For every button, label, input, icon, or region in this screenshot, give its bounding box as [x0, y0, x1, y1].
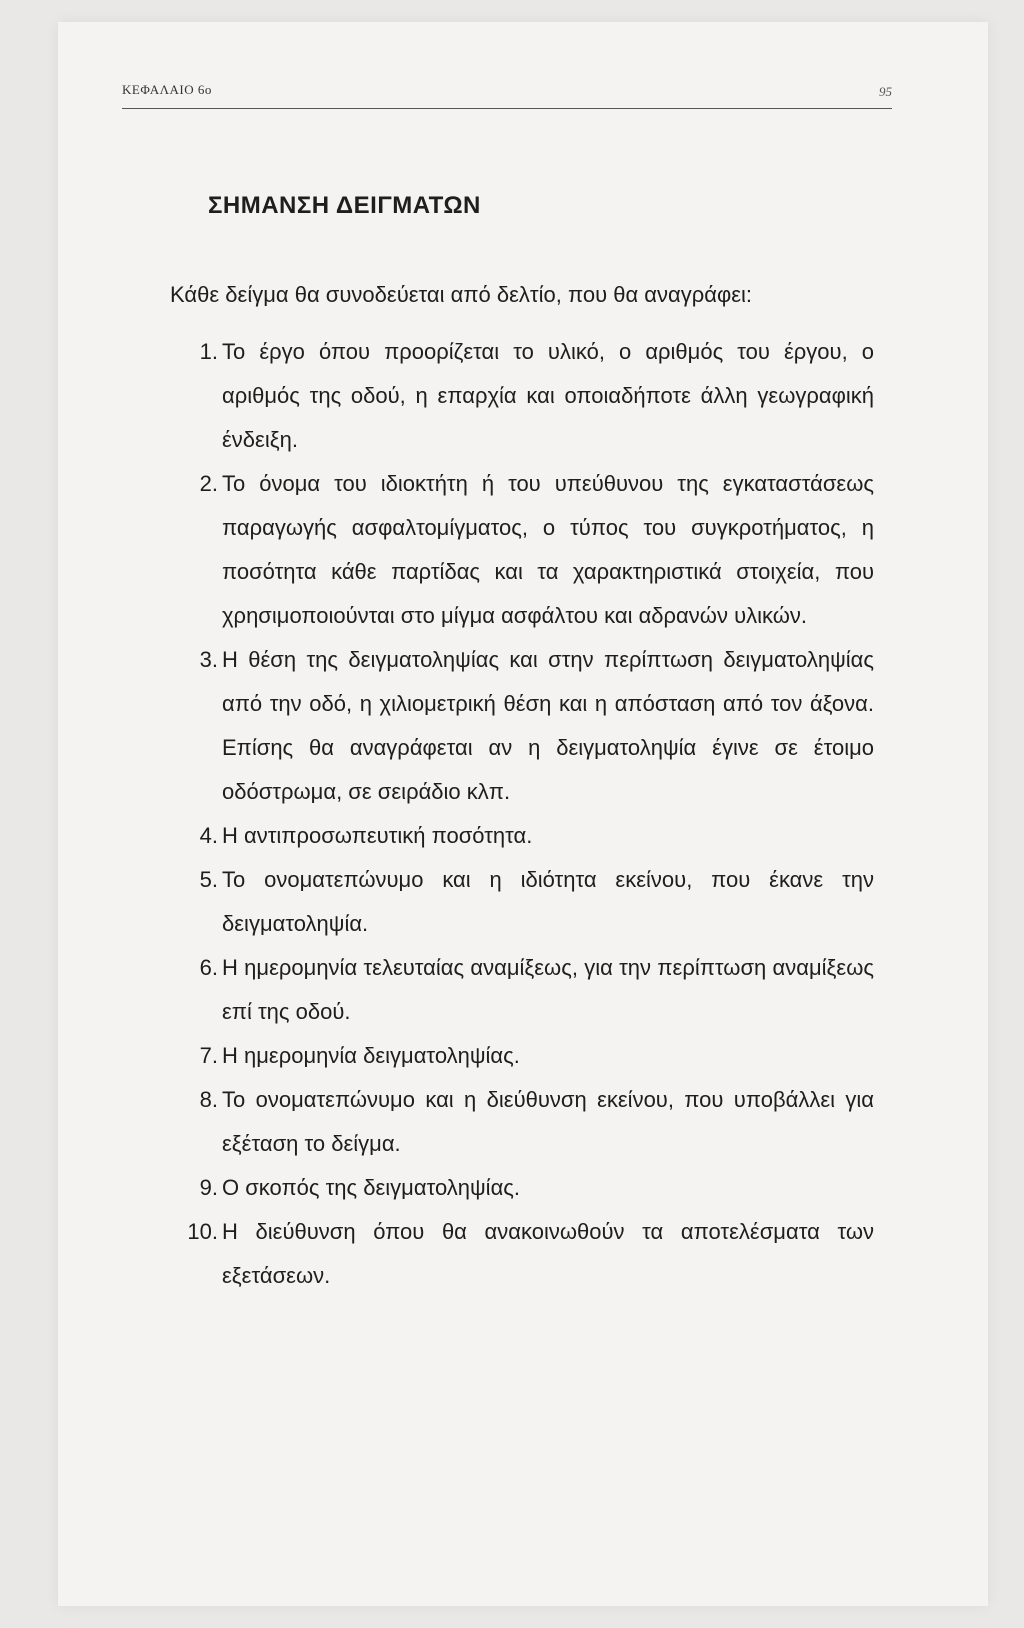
item-text: Το έργο όπου προορίζεται το υλικό, ο αριθμός του έργου, ο αριθμός της οδού, η επαρχία και οποιαδήποτε άλλη γεωγραφική ένδειξη. — [222, 339, 874, 452]
item-number: 8. — [199, 1087, 218, 1112]
list-item — [174, 1034, 874, 1078]
page-number: 95 — [879, 84, 892, 99]
item-text: Η θέση της δειγματοληψίας και στην περίπτωση δειγματοληψίας από την οδό, η χιλιομετρική θέση και η απόσταση από τον άξονα. Επίσης θα αναγράφεται αν η δειγματοληψία έγινε σε έτοιμο οδόστρωμα, σε σειράδιο κλπ. — [222, 647, 874, 804]
list-item — [174, 946, 874, 1034]
item-text: Η αντιπροσωπευτική ποσότητα. — [222, 823, 533, 848]
item-number: 9. — [199, 1175, 218, 1200]
item-number: 10. — [187, 1219, 218, 1244]
item-number: 3. — [199, 647, 218, 672]
list-item — [174, 638, 874, 814]
list-item — [174, 462, 874, 638]
item-text: Το ονοματεπώνυμο και η διεύθυνση εκείνου, που υποβάλλει για εξέταση το δείγμα. — [222, 1087, 874, 1156]
section-title: ΣΗΜΑΝΣΗ ΔΕΙΓΜΑΤΩΝ — [208, 192, 481, 219]
list-item — [174, 814, 874, 858]
list-item — [174, 1166, 874, 1210]
item-text: Το όνομα του ιδιοκτήτη ή του υπεύθυνου της εγκαταστάσεως παραγωγής ασφαλτομίγματος, ο τύπος του συγκροτήματος, η ποσότητα κάθε παρτίδας και τα χαρακτηριστικά στοιχεία, που χρησιμοποιούνται στο μίγμα ασφάλτου και αδρανών υλικών. — [222, 471, 874, 628]
item-number: 5. — [199, 867, 218, 892]
item-text: Το ονοματεπώνυμο και η ιδιότητα εκείνου, που έκανε την δειγματοληψία. — [222, 867, 874, 936]
chapter-label: ΚΕΦΑΛΑΙΟ 6ο — [122, 82, 212, 97]
intro-paragraph: Κάθε δείγμα θα συνοδεύεται από δελτίο, που θα αναγράφει: — [170, 282, 753, 307]
item-number: 4. — [199, 823, 218, 848]
item-text: Η ημερομηνία δειγματοληψίας. — [222, 1043, 520, 1068]
list-item — [174, 858, 874, 946]
label-items-list — [174, 330, 874, 1298]
list-item — [174, 1210, 874, 1298]
item-number: 7. — [199, 1043, 218, 1068]
page-header — [122, 78, 892, 109]
list-item — [174, 1078, 874, 1166]
list-item — [174, 330, 874, 462]
item-text: Η ημερομηνία τελευταίας αναμίξεως, για την περίπτωση αναμίξεως επί της οδού. — [222, 955, 874, 1024]
item-number: 1. — [199, 339, 218, 364]
item-text: Ο σκοπός της δειγματοληψίας. — [222, 1175, 520, 1200]
item-text: Η διεύθυνση όπου θα ανακοινωθούν τα αποτελέσματα των εξετάσεων. — [222, 1219, 874, 1288]
item-number: 6. — [199, 955, 218, 980]
item-number: 2. — [199, 471, 218, 496]
